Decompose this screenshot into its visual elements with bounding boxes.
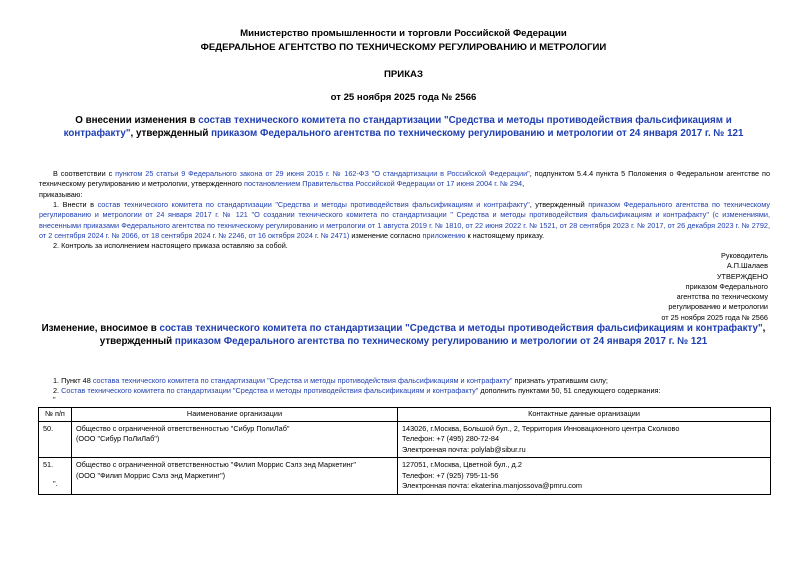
quote-open: ": [53, 395, 56, 404]
annex-link[interactable]: приложению: [422, 230, 466, 240]
approval-date: от 25 ноября 2025 года № 2566: [661, 312, 768, 322]
organization-cell: [72, 458, 398, 495]
government-decree-link[interactable]: постановлением Правительства Российской Федерации от 17 июня 2004 г. № 294: [244, 179, 523, 189]
committee-composition-link[interactable]: состав технического комитета по стандартизации "Средства и методы противодействия фальсификациям и контрафакту": [97, 200, 530, 209]
contact-email: Электронная почта: ekaterina.manjossova@pmru.com: [402, 481, 582, 490]
contact-phone: Телефон: +7 (925) 795-11-56: [402, 470, 499, 480]
document-type: ПРИКАЗ: [384, 69, 423, 80]
ministry-name: Министерство промышленности и торговли Российской Федерации: [240, 28, 567, 39]
change-item-2: 2. Состав технического комитета по стандартизации "Средства и методы противодействия фальсификациям и контрафакту" дополнить пунктами 50, 51 следующего содержания:: [53, 386, 661, 395]
table-row: [39, 421, 771, 458]
contact-email: Электронная почта: polylab@sibur.ru: [402, 444, 526, 454]
approval-line: регулированию и метрологии: [668, 302, 768, 312]
order-word: приказываю:: [39, 190, 83, 199]
preamble-paragraph: В соответствии с пунктом 25 статьи 9 Федерального закона от 29 июня 2015 г. № 162-ФЗ "О стандартизации в Российской Федерации", подпунктом 5.4.4 пункта 5 Положения о Федеральном агентстве по техническому регулированию и метрологии, утвержденного постановлением Правительства Российской Федерации от 17 июня 2004 г. № 294,: [39, 169, 771, 189]
change-2-committee-link[interactable]: Состав технического комитета по стандартизации "Средства и методы противодействия фальсификациям и контрафакту": [61, 386, 479, 395]
organization-cell: [72, 421, 398, 458]
annex-title-link-committee[interactable]: состав технического комитета по стандартизации "Средства и методы противодействия фальсификациям и контрафакту": [159, 323, 763, 334]
order-title-link-order-121[interactable]: приказом Федерального агентства по техническому регулированию и метрологии от 24 января 2017 г. № 121: [211, 127, 744, 139]
change-item-1: 1. Пункт 48 состава технического комитета по стандартизации "Средства и методы противодействия фальсификациям и контрафакту" признать утратившим силу;: [53, 376, 608, 385]
table-header-row: [39, 408, 771, 422]
organization-full-name: Общество с ограниченной ответственностью "Филип Моррис Сэлз энд Маркетинг": [76, 460, 356, 469]
order-item-1: 1. Внести в состав технического комитета по стандартизации "Средства и методы противодействия фальсификациям и контрафакту", утвержденный приказом Федерального агентства по техническому регулированию и метрологии от 24 января 2017 г. № 121 "О создании технического комитета по стандартизации " Средства и методы противодействия фальсификациям и контрафакту" (с изменениями, внесенными приказами Федерального агентства по техническому регулированию и метрологии от 1 августа 2019 г. № 1810, от 22 июня 2022 г. № 1521, от 28 сентября 2023 г. № 2017, от 26 декабря 2023 г. № 2792, от 2 сентября 2024 г. № 2066, от 18 сентября 2024 г. № 2246, от 16 октября 2024 г. № 2471) изменение согласно приложению к настоящему приказу.: [39, 200, 770, 240]
signer-name: А.П.Шалаев: [726, 261, 768, 271]
row-number: 50.: [39, 421, 72, 458]
column-header-number: № п/п: [39, 408, 72, 422]
order-item-2: 2. Контроль за исполнением настоящего приказа оставляю за собой.: [53, 241, 288, 250]
approval-line: приказом Федерального: [685, 281, 768, 291]
order-121-full-link[interactable]: приказом Федерального агентства по техническому регулированию и метрологии от 24 января 2017 г. № 121 "О создании технического комитета по стандартизации " Средства и методы противодействия фальсификациям и контрафакту" (с изменениями, внесенными приказами Федерального агентства по техническому регулированию и метрологии от 1 августа 2019 г. № 1810, от 22 июня 2022 г. № 1521, от 28 сентября 2023 г. № 2017, от 26 декабря 2023 г. № 2792, от 2 сентября 2024 г. № 2066, от 18 сентября 2024 г. № 2246, от 16 октября 2024 г. № 2471): [39, 200, 770, 240]
column-header-contacts: Контактные данные организации: [398, 408, 771, 422]
contacts-cell: [398, 458, 771, 495]
signature-block: [468, 251, 768, 323]
contact-phone: Телефон: +7 (495) 280-72-84: [402, 434, 500, 443]
contact-address: 143026, г.Москва, Большой бул., 2, Территория Инновационного центра Сколково: [402, 423, 680, 433]
row-number: 51.: [39, 458, 72, 495]
column-header-organization: Наименование организации: [72, 408, 398, 422]
signer-role: Руководитель: [720, 251, 768, 260]
order-title: О внесении изменения в состав технического комитета по стандартизации "Средства и методы противодействия фальсификациям и контрафакту", утвержденный приказом Федерального агентства по техническому регулированию и метрологии от 24 января 2017 г. № 121: [63, 115, 744, 139]
organizations-table: [38, 407, 771, 495]
quote-close: ".: [53, 479, 58, 488]
agency-name: ФЕДЕРАЛЬНОЕ АГЕНТСТВО ПО ТЕХНИЧЕСКОМУ РЕГУЛИРОВАНИЮ И МЕТРОЛОГИИ: [200, 42, 607, 53]
contact-address: 127051, г.Москва, Цветной бул., д.2: [402, 460, 522, 469]
contacts-cell: [398, 421, 771, 458]
annex-title: Изменение, вносимое в состав технического комитета по стандартизации "Средства и методы противодействия фальсификациям и контрафакту", утвержденный приказом Федерального агентства по техническому регулированию и метрологии от 24 января 2017 г. № 121: [41, 323, 766, 347]
change-1-committee-link[interactable]: состава технического комитета по стандартизации "Средства и методы противодействия фальсификациям и контрафакту": [92, 376, 513, 385]
organization-short-name: (ООО "Филип Моррис Сэлз энд Маркетинг"): [76, 470, 226, 480]
order-title-link-committee[interactable]: состав технического комитета по стандартизации "Средства и методы противодействия фальсификациям и контрафакту": [63, 115, 732, 139]
table-row: [39, 458, 771, 495]
approval-stamp: УТВЕРЖДЕНО: [716, 271, 768, 281]
approval-line: агентства по техническому: [676, 292, 768, 302]
organization-full-name: Общество с ограниченной ответственностью "Сибур ПолиЛаб": [76, 423, 290, 433]
federal-law-link[interactable]: пунктом 25 статьи 9 Федерального закона от 29 июня 2015 г. № 162-ФЗ "О стандартизации в Российской Федерации": [115, 169, 530, 178]
document-date-number: от 25 ноября 2025 года № 2566: [330, 92, 477, 103]
organization-short-name: (ООО "Сибур ПоЛиЛаб"): [76, 434, 160, 443]
annex-title-link-order-121[interactable]: приказом Федерального агентства по техническому регулированию и метрологии от 24 января 2017 г. № 121: [174, 335, 708, 347]
